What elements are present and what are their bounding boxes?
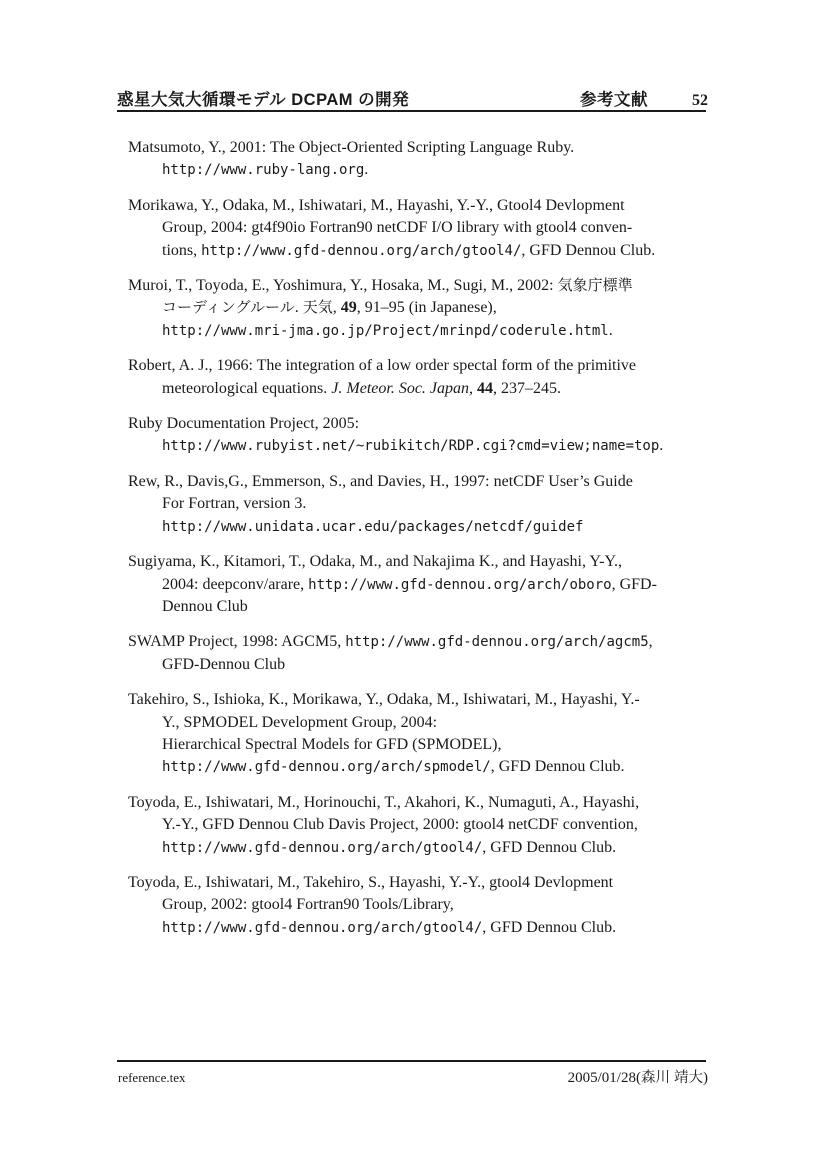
reference-text: Group, 2002: gtool4 Fortran90 Tools/Library, [162,896,454,914]
reference-text: , GFD Dennou Club. [482,918,617,936]
reference-entry [128,355,728,400]
reference-url: http://www.gfd-dennou.org/arch/oboro [308,576,612,593]
reference-text: Dennou Club [162,597,248,615]
reference-entry [128,689,728,779]
reference-text: Rew, R., Davis,G., Emmerson, S., and Davies, H., 1997: netCDF User’s Guide [128,472,633,490]
reference-entry [128,195,728,262]
reference-text: Toyoda, E., Ishiwatari, M., Horinouchi, T., Akahori, K., Numaguti, A., Hayashi, [128,793,640,811]
header-right [580,86,708,110]
reference-text: . [364,161,369,179]
reference-text: . [608,321,613,339]
reference-entry [128,137,728,182]
header-page-number: 52 [692,92,708,109]
footer-date [568,1066,708,1087]
footer-author-name: 森川 靖大 [640,1070,703,1086]
reference-text: 49 [340,299,357,317]
reference-text: , GFD Dennou Club. [490,758,625,776]
reference-text: Ruby Documentation Project, 2005: [128,415,360,433]
reference-text: Matsumoto, Y., 2001: The Object-Oriented Scripting Language Ruby. [128,139,575,156]
footer-rule [117,1060,706,1062]
reference-text: Sugiyama, K., Kitamori, T., Odaka, M., and Nakajima K., and Hayashi, Y-Y., [128,553,622,571]
reference-text: Morikawa, Y., Odaka, M., Ishiwatari, M., Hayashi, Y.-Y., Gtool4 Devlopment [128,196,625,214]
reference-text: Toyoda, E., Ishiwatari, M., Takehiro, S., Hayashi, Y.-Y., gtool4 Devlopment [128,873,614,891]
reference-text: , 91–95 (in Japanese), [356,299,497,317]
reference-text: GFD-Dennou Club [162,655,286,673]
reference-url: http://www.mri-jma.go.jp/Project/mrinpd/coderule.html [162,322,609,339]
header-rule [117,110,706,112]
reference-text: tions, [162,241,202,259]
page-footer [118,1066,708,1087]
reference-text: For Fortran, version 3. [162,495,307,513]
reference-text: 気象庁標準 [557,277,633,295]
reference-text: コーディングルール [162,299,295,317]
reference-text: , GFD Dennou Club. [482,838,617,856]
reference-entry [128,792,728,859]
reference-text: 2004: deepconv/arare, [162,575,309,593]
reference-text: Hierarchical Spectral Models for GFD (SPMODEL), [162,735,502,753]
reference-entry [128,872,728,939]
reference-text: 天気 [302,299,333,317]
reference-text: SWAMP Project, 1998: AGCM5, [128,633,346,651]
header-title: 惑星大気大循環モデル DCPAM の開発 [117,91,410,109]
reference-text: , [648,633,653,651]
header-section-label: 参考文献 [580,91,648,109]
reference-url: http://www.ruby-lang.org [162,162,365,179]
reference-entry [128,551,728,618]
reference-url: http://www.gfd-dennou.org/arch/gtool4/ [201,242,522,259]
reference-url: http://www.gfd-dennou.org/arch/spmodel/ [162,759,491,776]
reference-url: http://www.gfd-dennou.org/arch/gtool4/ [162,839,483,856]
reference-text: , GFD- [611,575,657,593]
footer-date-text: 2005/01/28( [567,1070,641,1086]
reference-text: Muroi, T., Toyoda, E., Yoshimura, Y., Hosaka, M., Sugi, M., 2002: [128,277,558,295]
reference-text: meteorological equations. [162,379,332,397]
reference-text: Y., SPMODEL Development Group, 2004: [162,713,438,731]
reference-text: , [469,379,478,397]
footer-filename: reference.tex [118,1070,186,1085]
reference-text: , 237–245. [493,379,562,397]
reference-list [128,137,728,952]
reference-text: Y.-Y., GFD Dennou Club Davis Project, 2000: gtool4 netCDF convention, [162,816,638,834]
reference-url: http://www.rubyist.net/~rubikitch/RDP.cgi?cmd=view;name=top [162,438,660,455]
reference-text: , [332,299,341,317]
reference-text: . [294,299,303,317]
reference-url: http://www.unidata.ucar.edu/packages/netcdf/guidef [162,518,584,535]
reference-entry [128,275,728,342]
reference-text: J. Meteor. Soc. Japan [331,379,470,397]
footer-date-close: ) [703,1070,708,1086]
reference-text: , GFD Dennou Club. [521,241,656,259]
reference-text: Robert, A. J., 1966: The integration of a low order spectal form of the primitive [128,357,637,375]
reference-text: . [659,437,664,455]
reference-text: 44 [477,379,494,397]
reference-entry [128,471,728,538]
page-header [117,86,708,110]
reference-entry [128,631,728,676]
reference-url: http://www.gfd-dennou.org/arch/gtool4/ [162,919,483,936]
reference-entry [128,413,728,458]
reference-text: Group, 2004: gt4f90io Fortran90 netCDF I/O library with gtool4 conven- [162,219,633,237]
reference-text: Takehiro, S., Ishioka, K., Morikawa, Y., Odaka, M., Ishiwatari, M., Hayashi, Y.- [128,691,640,709]
reference-url: http://www.gfd-dennou.org/arch/agcm5 [345,634,649,651]
